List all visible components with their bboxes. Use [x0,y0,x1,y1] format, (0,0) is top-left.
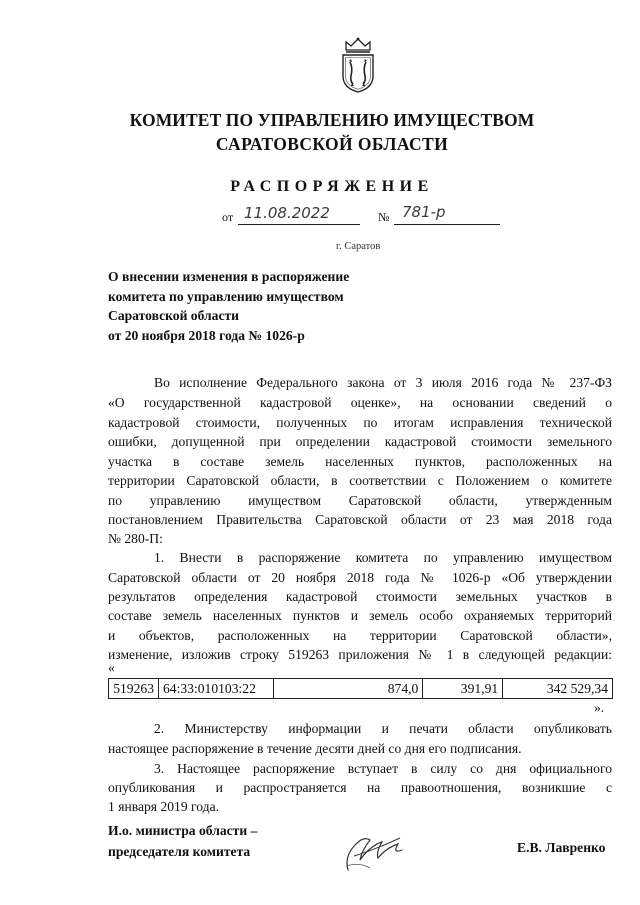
signatory-name: Е.В. Лавренко [517,840,606,855]
item1-line: и объектов, расположенных на территории Саратовской области», [108,628,612,643]
quote-close-mark: ». [594,700,605,715]
amendment-table [108,678,613,699]
date-underline [238,224,360,225]
item2-line: 2. Министерству информации и печати области опубликовать [154,721,612,736]
city-label: г. Саратов [336,241,381,252]
subject-line: О внесении изменения в распоряжение [108,269,350,284]
quote-open-mark: « [108,660,115,675]
preamble-line: постановлением Правительства Саратовской области от 23 мая 2018 года [108,512,612,527]
table-cell-cadastral-number: 64:33:010103:22 [158,679,273,699]
table-cell-total-value: 342 529,34 [503,679,613,699]
registration-line [222,205,502,227]
signatory-role-line1: И.о. министра области – [108,823,258,838]
preamble-line: по управлению имуществом Саратовской области, утвержденным [108,493,612,508]
signatory-role [108,820,257,862]
number-label: № [378,210,390,224]
preamble-line: Во исполнение Федерального закона от 3 июля 2016 года № 237-ФЗ [154,375,612,390]
table-cell-unit-value: 391,91 [423,679,503,699]
organization-name-line2: САРАТОВСКОЙ ОБЛАСТИ [215,134,449,154]
item3-line: 3. Настоящее распоряжение вступает в силу со дня официального [154,761,612,776]
item1-line: 1. Внести в распоряжение комитета по управлению имуществом [154,550,612,565]
number-handwritten: 781-р [402,203,446,221]
item1-line: Саратовской области от 20 ноября 2018 года № 1026-р «Об утверждении [108,570,612,585]
preamble-line: № 280-П: [108,531,163,546]
table-cell-row-number: 519263 [109,679,159,699]
handwritten-signature [340,826,410,876]
preamble-line: ошибки, допущенной при определении кадастровой стоимости земельного [108,434,612,449]
table-cell-area: 874,0 [273,679,422,699]
organization-name-line1: КОМИТЕТ ПО УПРАВЛЕНИЮ ИМУЩЕСТВОМ [129,110,535,130]
preamble-line: кадастровой стоимости, полученных по итогам исправления технической [108,415,612,430]
subject-line: от 20 ноября 2018 года № 1026-р [108,327,305,343]
item1-line: результатов определения кадастровой стоимости земельных участков в [108,589,612,604]
item1-line: составе земель населенных пунктов и земель особо охраняемых территорий [108,608,612,623]
subject-line: Саратовской области [108,308,240,323]
date-label: от [222,210,234,224]
item3-line: 1 января 2019 года. [108,799,220,814]
document-type-title: РАСПОРЯЖЕНИЕ [230,178,434,195]
signatory-role-line2: председателя комитета [108,844,251,859]
document-subject [108,267,428,345]
item2-line: настоящее распоряжение в течение десяти дней со дня его подписания. [108,741,522,756]
preamble-line: «О государственной кадастровой оценке», на основании сведений о [108,395,612,410]
number-underline [394,224,500,225]
date-handwritten: 11.08.2022 [244,204,330,222]
coat-of-arms-emblem [337,36,379,94]
preamble-line: территории Саратовской области, в соответствии с Положением о комитете [108,473,612,488]
item3-line: опубликования и распространяется на правоотношения, возникшие с [108,780,612,795]
table-row [109,679,613,699]
preamble-line: участка в составе земель населенных пунктов, расположенных на [108,454,612,469]
subject-line: комитета по управлению имуществом [108,288,344,304]
item1-line: изменение, изложив строку 519263 приложения № 1 в следующей редакции: [108,647,612,662]
